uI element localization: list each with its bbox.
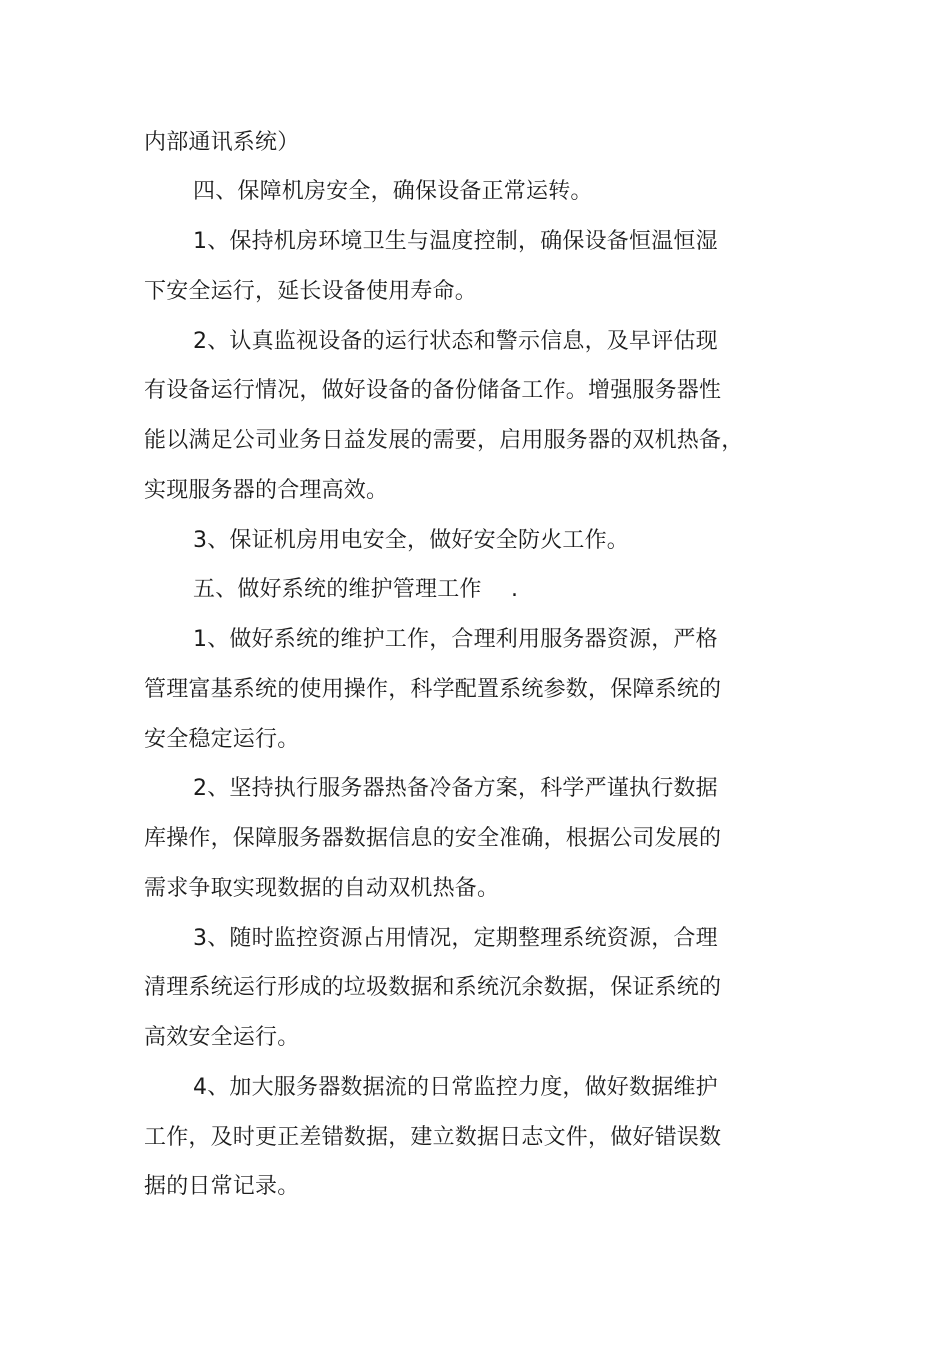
text-line: 1、做好系统的维护工作，合理利用服务器资源，严格	[193, 627, 718, 652]
text-line: 高效安全运行。	[144, 1025, 300, 1050]
text-line: 2、认真监视设备的运行状态和警示信息，及早评估现	[193, 329, 718, 354]
text-line: 工作，及时更正差错数据，建立数据日志文件，做好错误数	[144, 1125, 722, 1150]
text-line: 能以满足公司业务日益发展的需要，启用服务器的双机热备，	[144, 428, 744, 453]
text-line: 3、保证机房用电安全，做好安全防火工作。	[193, 528, 629, 553]
text-line: 4、加大服务器数据流的日常监控力度，做好数据维护	[193, 1075, 718, 1100]
text-line: 需求争取实现数据的自动双机热备。	[144, 876, 500, 901]
text-line: 2、坚持执行服务器热备冷备方案，科学严谨执行数据	[193, 776, 718, 801]
text-line: 1、保持机房环境卫生与温度控制，确保设备恒温恒湿	[193, 229, 718, 254]
text-line: 3、随时监控资源占用情况，定期整理系统资源，合理	[193, 926, 718, 951]
text-line: 管理富基系统的使用操作，科学配置系统参数，保障系统的	[144, 677, 722, 702]
text-line: 库操作，保障服务器数据信息的安全准确，根据公司发展的	[144, 826, 722, 851]
section-heading-5: 五、做好系统的维护管理工作 .	[193, 577, 519, 602]
text-line: 安全稳定运行。	[144, 727, 300, 752]
text-line: 据的日常记录。	[144, 1174, 300, 1199]
section-heading-4: 四、保障机房安全，确保设备正常运转。	[193, 179, 593, 204]
text-line: 内部通讯系统）	[144, 130, 300, 155]
text-line: 实现服务器的合理高效。	[144, 478, 389, 503]
text-line: 清理系统运行形成的垃圾数据和系统沉余数据，保证系统的	[144, 975, 722, 1000]
text-line: 下安全运行，延长设备使用寿命。	[144, 279, 478, 304]
text-line: 有设备运行情况，做好设备的备份储备工作。增强服务器性	[144, 378, 722, 403]
